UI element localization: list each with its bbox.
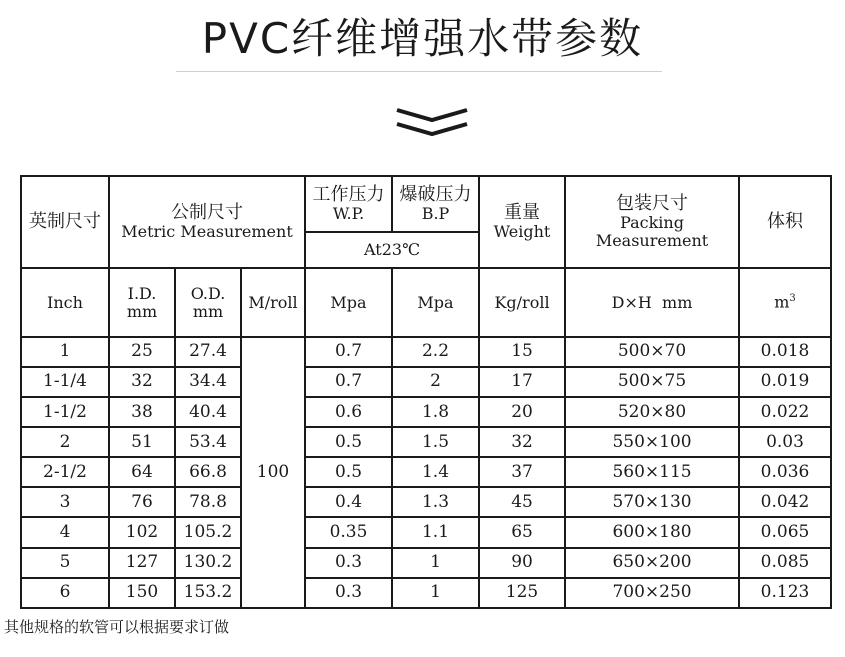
cell-inch: 4 [21,517,109,547]
cell-id: 150 [109,578,175,608]
cell-weight: 45 [479,487,565,517]
cell-packing: 570×130 [565,487,739,517]
cell-od: 130.2 [175,548,241,578]
unit-volume: $m^3$ [739,268,831,336]
spec-table [20,175,832,609]
cell-od: 34.4 [175,367,241,397]
unit-wp: Mpa [305,268,392,336]
cell-od: 53.4 [175,427,241,457]
cell-weight: 20 [479,397,565,427]
unit-bp: Mpa [392,268,479,336]
cell-volume: 0.123 [739,578,831,608]
cell-inch: 2 [21,427,109,457]
cell-id: 76 [109,487,175,517]
table-row [21,578,831,608]
table-row [21,427,831,457]
table-row [21,487,831,517]
header-metric: 公制尺寸 Metric Measurement [109,176,305,268]
cell-od: 40.4 [175,397,241,427]
cell-volume: 0.036 [739,457,831,487]
header-inch: 英制尺寸 [21,176,109,268]
cell-packing: 700×250 [565,578,739,608]
cell-id: 64 [109,457,175,487]
cell-id: 102 [109,517,175,547]
cell-inch: 5 [21,548,109,578]
cell-volume: 0.018 [739,337,831,367]
cell-bp: 1.5 [392,427,479,457]
cell-weight: 65 [479,517,565,547]
header-weight: 重量 Weight [479,176,565,268]
cell-id: 25 [109,337,175,367]
header-row [21,176,831,232]
table-row [21,548,831,578]
cell-od: 105.2 [175,517,241,547]
cell-id: 51 [109,427,175,457]
title-divider [176,71,662,72]
unit-inch: Inch [21,268,109,336]
page-title: PVC纤维增强水带参数 [201,14,644,63]
cell-volume: 0.03 [739,427,831,457]
cell-inch: 1 [21,337,109,367]
cell-weight: 15 [479,337,565,367]
table-row [21,397,831,427]
cell-bp: 2.2 [392,337,479,367]
cell-inch: 2-1/2 [21,457,109,487]
cell-id: 38 [109,397,175,427]
cell-weight: 17 [479,367,565,397]
cell-bp: 1.4 [392,457,479,487]
cell-bp: 1.8 [392,397,479,427]
cell-id: 32 [109,367,175,397]
cell-packing: 520×80 [565,397,739,427]
cell-volume: 0.065 [739,517,831,547]
cell-weight: 125 [479,578,565,608]
cell-weight: 37 [479,457,565,487]
cell-packing: 500×75 [565,367,739,397]
unit-m-roll: M/roll [241,268,305,336]
cell-weight: 32 [479,427,565,457]
cell-wp: 0.3 [305,578,392,608]
header-bp: 爆破压力 B.P [392,176,479,232]
cell-packing: 650×200 [565,548,739,578]
cell-packing: 600×180 [565,517,739,547]
header-temperature: At23℃ [305,232,479,268]
cell-bp: 1 [392,578,479,608]
unit-od: O.D. mm [175,268,241,336]
cell-length-per-roll: 100 [241,337,305,608]
cell-volume: 0.019 [739,367,831,397]
cell-wp: 0.7 [305,367,392,397]
cell-volume: 0.085 [739,548,831,578]
unit-id: I.D. mm [109,268,175,336]
unit-weight: Kg/roll [479,268,565,336]
cell-volume: 0.042 [739,487,831,517]
double-chevron-down-icon [393,106,471,140]
table-row [21,517,831,547]
cell-od: 66.8 [175,457,241,487]
header-packing: 包装尺寸 Packing Measurement [565,176,739,268]
cell-inch: 1-1/2 [21,397,109,427]
footnote: 其他规格的软管可以根据要求订做 [4,618,230,636]
cell-packing: 500×70 [565,337,739,367]
cell-weight: 90 [479,548,565,578]
cell-bp: 1.1 [392,517,479,547]
table-row [21,367,831,397]
cell-packing: 550×100 [565,427,739,457]
cell-wp: 0.5 [305,427,392,457]
cell-inch: 1-1/4 [21,367,109,397]
cell-wp: 0.4 [305,487,392,517]
cell-bp: 1 [392,548,479,578]
cell-inch: 3 [21,487,109,517]
cell-volume: 0.022 [739,397,831,427]
cell-od: 153.2 [175,578,241,608]
header-volume: 体积 [739,176,831,268]
unit-packing: D×H mm [565,268,739,336]
cell-bp: 2 [392,367,479,397]
cell-wp: 0.35 [305,517,392,547]
table-row [21,457,831,487]
cell-wp: 0.3 [305,548,392,578]
table-row [21,337,831,367]
header-wp: 工作压力 W.P. [305,176,392,232]
cell-wp: 0.7 [305,337,392,367]
cell-inch: 6 [21,578,109,608]
cell-od: 78.8 [175,487,241,517]
cell-wp: 0.6 [305,397,392,427]
cell-wp: 0.5 [305,457,392,487]
units-row [21,268,831,336]
cell-packing: 560×115 [565,457,739,487]
cell-id: 127 [109,548,175,578]
cell-bp: 1.3 [392,487,479,517]
cell-od: 27.4 [175,337,241,367]
